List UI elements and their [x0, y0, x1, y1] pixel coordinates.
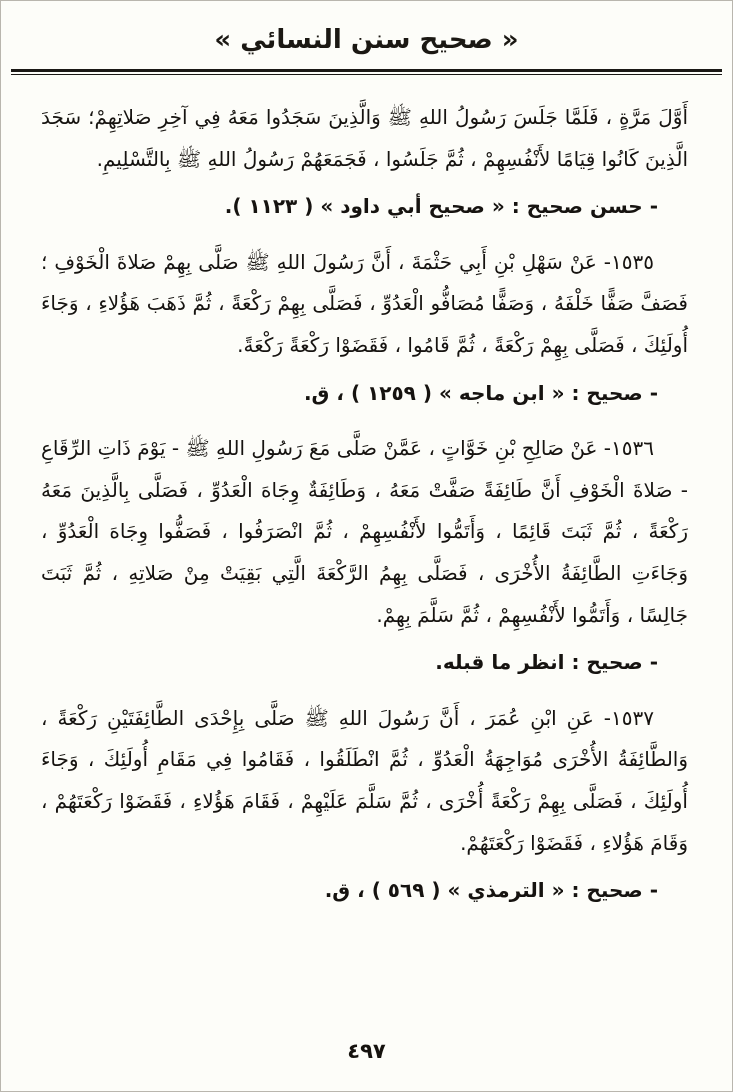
grading-line-ibn-majah: - صحيح : « ابن ماجه » ( ١٢٥٩ ) ، ق.: [303, 380, 658, 405]
grading-line-see-previous: - صحيح : انظر ما قبله.: [435, 650, 658, 675]
book-title: « صحيح سنن النسائي »: [214, 25, 519, 55]
page-header: [1, 1, 732, 75]
grading-line-abu-dawud: - حسن صحيح : « صحيح أبي داود » ( ١١٢٣ ).: [224, 194, 658, 219]
hadith-1535-paragraph: ١٥٣٥- عَنْ سَهْلِ بْنِ أَبِي حَثْمَةَ ، أَنَّ رَسُولَ اللهِ ﷺ صَلَّى بِهِمْ صَلاةَ الْخَوْفِ ؛ فَصَفَّ صَفًّا خَلْفَهُ ، وَصَفًّا مُصَافُّو الْعَدُوِّ ، فَصَلَّى بِهِمْ رَكْعَةً ، ثُمَّ ذَهَبَ هَؤُلاءِ ، وَجَاءَ أُولَئِكَ ، فَصَلَّى بِهِمْ رَكْعَةً ، ثُمَّ قَامُوا ، فَقَضَوْا رَكْعَةً رَكْعَةً.: [41, 249, 688, 357]
page-number: ٤٩٧: [347, 1039, 386, 1063]
grading-line-tirmidhi: - صحيح : « الترمذي » ( ٥٦٩ ) ، ق.: [324, 878, 658, 903]
page-body: [1, 75, 732, 912]
hadith-1537-paragraph: ١٥٣٧- عَنِ ابْنِ عُمَرَ ، أَنَّ رَسُولَ اللهِ ﷺ صَلَّى بِإِحْدَى الطَّائِفَتَيْنِ رَكْعَةً ، وَالطَّائِفَةُ الأُخْرَى مُوَاجِهَةُ الْعَدُوِّ ، ثُمَّ انْطَلَقُوا ، فَقَامُوا فِي مَقَامِ أُولَئِكَ ، وَجَاءَ أُولَئِكَ ، فَصَلَّى بِهِمْ رَكْعَةً أُخْرَى ، ثُمَّ سَلَّمَ عَلَيْهِمْ ، فَقَامَ هَؤُلاءِ ، فَقَضَوْا رَكْعَتَهُمْ ، وَقَامَ هَؤُلاءِ ، فَقَضَوْا رَكْعَتَهُمْ.: [41, 705, 688, 855]
hadith-continuation-paragraph: أَوَّلَ مَرَّةٍ ، فَلَمَّا جَلَسَ رَسُولُ اللهِ ﷺ وَالَّذِينَ سَجَدُوا مَعَهُ فِي آخِرِ صَلاتِهِمْ؛ سَجَدَ الَّذِينَ كَانُوا قِيَامًا لأَنْفُسِهِمْ ، ثُمَّ جَلَسُوا ، فَجَمَعَهُمْ رَسُولُ اللهِ ﷺ بِالتَّسْلِيمِ.: [41, 105, 688, 171]
hadith-1536-paragraph: ١٥٣٦- عَنْ صَالِحِ بْنِ خَوَّاتٍ ، عَمَّنْ صَلَّى مَعَ رَسُولِ اللهِ ﷺ - يَوْمَ ذَاتِ الرِّقَاعِ - صَلاةَ الْخَوْفِ أَنَّ طَائِفَةً صَفَّتْ مَعَهُ ، وَطَائِفَةٌ وِجَاهَ الْعَدُوِّ ، فَصَلَّى بِالَّذِينَ مَعَهُ رَكْعَةً ، ثُمَّ ثَبَتَ قَائِمًا ، وَأَتَمُّوا لأَنْفُسِهِمْ ، ثُمَّ انْصَرَفُوا ، فَصَفُّوا وِجَاهَ الْعَدُوِّ ، وَجَاءَتِ الطَّائِفَةُ الأُخْرَى ، فَصَلَّى بِهِمُ الرَّكْعَةَ الَّتِي بَقِيَتْ مِنْ صَلاتِهِ ، ثُمَّ ثَبَتَ جَالِسًا ، وَأَتَمُّوا لأَنْفُسِهِمْ ، ثُمَّ سَلَّمَ بِهِمْ.: [41, 436, 688, 627]
